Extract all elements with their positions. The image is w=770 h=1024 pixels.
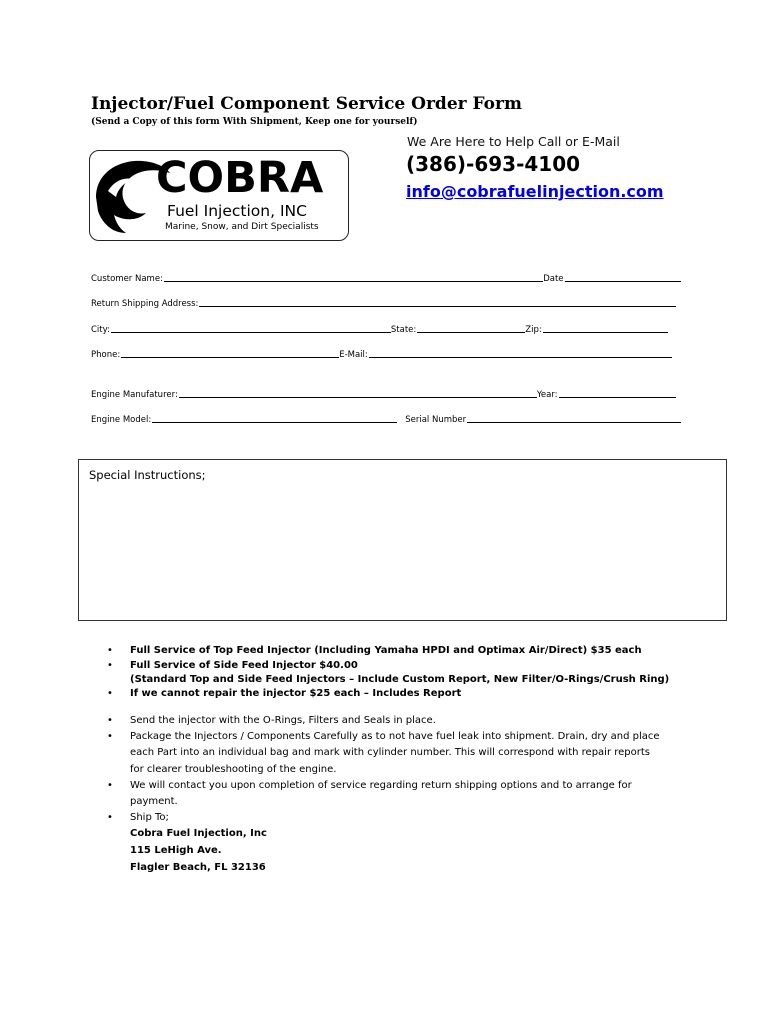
date-field[interactable] — [565, 271, 681, 282]
phone-field[interactable] — [121, 347, 339, 358]
bullet-icon: • — [107, 715, 113, 726]
instruction-ship-to: Ship To; — [130, 812, 169, 823]
city-field[interactable] — [111, 322, 391, 333]
contact-phone[interactable]: (386)-693-4100 — [406, 152, 581, 176]
price-side-feed: Full Service of Side Feed Injector $40.00 — [130, 660, 358, 671]
form-title: Injector/Fuel Component Service Order Form — [91, 94, 522, 114]
special-instructions-label: Special Instructions; — [89, 468, 206, 482]
bullet-icon: • — [107, 688, 113, 699]
instruction-package-2: each Part into an individual bag and mark with cylinder number. This will correspond with repair reports — [130, 747, 650, 758]
year-label: Year: — [536, 390, 558, 400]
city-label: City: — [91, 325, 110, 335]
customer-name-field[interactable] — [164, 271, 543, 282]
phone-email-row — [91, 346, 681, 360]
engine-manufacturer-field[interactable] — [179, 387, 537, 398]
price-cannot-repair: If we cannot repair the injector $25 each – Includes Report — [130, 688, 462, 699]
bullet-icon: • — [107, 731, 113, 742]
address-city-line: Flagler Beach, FL 32136 — [130, 862, 266, 873]
customer-name-row — [91, 270, 681, 284]
instruction-package-3: for clearer troubleshooting of the engine. — [130, 764, 337, 775]
zip-field[interactable] — [543, 322, 668, 333]
engine-manufacturer-label: Engine Manufaturer: — [91, 390, 178, 400]
bullet-icon: • — [107, 812, 113, 823]
form-subtitle: (Send a Copy of this form With Shipment, Keep one for yourself) — [91, 117, 418, 127]
address-street: 115 LeHigh Ave. — [130, 845, 222, 856]
instruction-send: Send the injector with the O-Rings, Filters and Seals in place. — [130, 715, 436, 726]
logo-wordmark: COBRA — [156, 153, 324, 203]
return-address-label: Return Shipping Address: — [91, 299, 199, 309]
contact-email-link[interactable]: info@cobrafuelinjection.com — [406, 182, 664, 201]
city-state-zip-row — [91, 321, 681, 335]
instruction-package-1: Package the Injectors / Components Carefully as to not have fuel leak into shipment. Drain, dry and place — [130, 731, 660, 742]
serial-number-label: Serial Number — [405, 415, 467, 425]
company-logo — [89, 150, 349, 241]
logo-company-name: Fuel Injection, INC — [167, 202, 307, 220]
engine-model-field[interactable] — [152, 412, 397, 423]
return-address-row — [91, 295, 681, 309]
instruction-contact-2: payment. — [130, 796, 178, 807]
email-field[interactable] — [369, 347, 672, 358]
special-instructions-box[interactable] — [78, 459, 727, 621]
price-standard-note: (Standard Top and Side Feed Injectors – Include Custom Report, New Filter/O-Rings/Crush Ring) — [130, 674, 670, 685]
price-top-feed: Full Service of Top Feed Injector (Including Yamaha HPDI and Optimax Air/Direct) $35 each — [130, 645, 642, 656]
address-company: Cobra Fuel Injection, Inc — [130, 828, 267, 839]
phone-label: Phone: — [91, 350, 121, 360]
logo-tagline: Marine, Snow, and Dirt Specialists — [165, 222, 319, 232]
customer-name-label: Customer Name: — [91, 274, 163, 284]
instruction-contact-1: We will contact you upon completion of service regarding return shipping options and to arrange for — [130, 780, 632, 791]
state-field[interactable] — [417, 322, 525, 333]
engine-model-row — [91, 411, 683, 425]
engine-model-label: Engine Model: — [91, 415, 152, 425]
zip-label: Zip: — [525, 325, 542, 335]
engine-manufacturer-row — [91, 386, 681, 400]
year-field[interactable] — [559, 387, 676, 398]
serial-number-field[interactable] — [467, 412, 681, 423]
return-address-field[interactable] — [199, 296, 676, 307]
email-label: E-Mail: — [339, 350, 368, 360]
contact-tagline: We Are Here to Help Call or E-Mail — [407, 134, 620, 149]
date-label: Date — [543, 274, 564, 284]
bullet-icon: • — [107, 780, 113, 791]
bullet-icon: • — [107, 660, 113, 671]
state-label: State: — [390, 325, 417, 335]
bullet-icon: • — [107, 645, 113, 656]
